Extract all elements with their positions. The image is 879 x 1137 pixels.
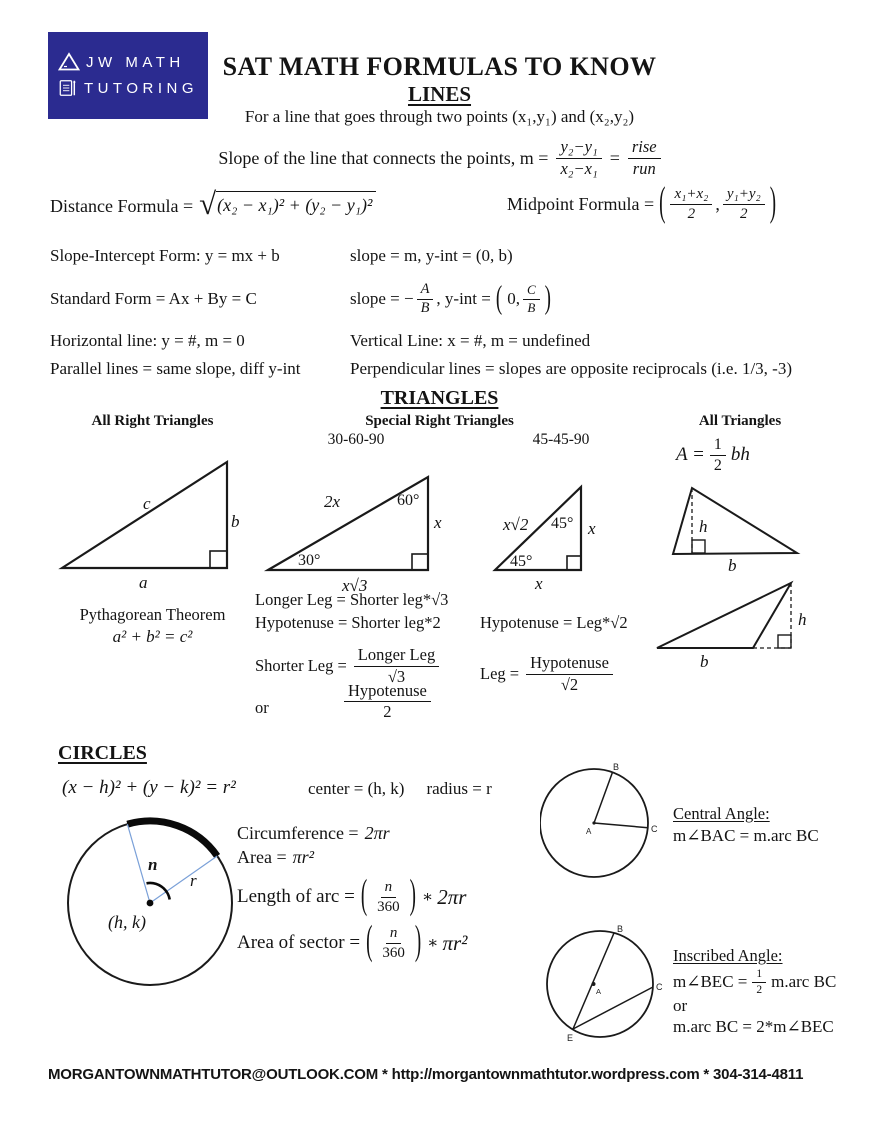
left-paren: (	[495, 279, 503, 317]
midpoint-x-den: 2	[687, 205, 696, 222]
midpoint-x-num: x₁+x₂	[670, 186, 712, 205]
circles-heading: CIRCLES	[58, 742, 147, 764]
radius-line-1	[127, 824, 150, 903]
right-paren: )	[414, 919, 422, 965]
half-den: 2	[756, 983, 763, 996]
sector-value: πr²	[442, 930, 468, 955]
label-A: A	[586, 827, 592, 836]
triangle-area-diagram-2	[640, 575, 816, 670]
circumference-label: Circumference =	[237, 823, 359, 843]
arc-value: 2πr	[437, 884, 467, 909]
slope-numerator: y₂−y₁	[556, 138, 601, 158]
arc-fraction	[373, 879, 404, 915]
right-paren: )	[409, 873, 416, 919]
inscribed-angle-formula	[673, 966, 836, 998]
frac-C: C	[523, 283, 540, 299]
area-fraction	[710, 436, 726, 474]
leg-fraction	[526, 654, 613, 693]
triangle-45-45-90-diagram	[485, 478, 607, 593]
pythagorean-theorem-formula: a² + b² = c²	[112, 627, 193, 646]
slope-intercept-form: Slope-Intercept Form: y = mx + b	[50, 246, 280, 265]
sector-area-formula	[237, 918, 467, 968]
left-paren: (	[360, 873, 368, 919]
label-B: B	[613, 762, 620, 772]
perpendicular-lines-rule: Perpendicular lines = slopes are opposite reciprocals (i.e. 1/3, -3)	[350, 359, 792, 378]
right-angle-marker	[778, 635, 791, 648]
right-angle-marker	[567, 556, 581, 570]
midpoint-formula	[507, 180, 778, 228]
leg-den: √2	[560, 674, 579, 694]
label-b: b	[700, 652, 709, 670]
label-r: r	[190, 871, 197, 890]
slope-formula	[0, 132, 879, 184]
sector-fraction	[378, 925, 409, 961]
label-hyp-xsqrt2: x√2	[503, 515, 529, 534]
shorter-num: Longer Leg	[354, 646, 439, 666]
slope-fraction	[556, 138, 601, 177]
right-angle-marker	[692, 540, 705, 553]
slope-denominator: x₂−x₁	[560, 158, 598, 178]
frac-B: B	[420, 299, 430, 316]
label-A: A	[596, 987, 602, 996]
label-base-xsqrt3: x√3	[342, 576, 368, 595]
inscribed-angle-title: Inscribed Angle:	[673, 946, 783, 965]
or-fraction	[344, 682, 431, 721]
inscribed-post: m.arc BC	[771, 972, 837, 991]
equals-sign: =	[609, 147, 620, 168]
midpoint-comma: ,	[715, 193, 720, 214]
vertical-line-rule: Vertical Line: x = #, m = undefined	[350, 331, 591, 350]
circle-equation: (x − h)² + (y − k)² = r²	[62, 777, 236, 798]
center-label: center = (h, k)	[308, 779, 405, 798]
label-60-deg: 60°	[397, 492, 420, 509]
radius-label: radius = r	[426, 779, 492, 798]
arc-length-label: Length of arc =	[237, 886, 355, 907]
label-side-x: x	[588, 519, 596, 538]
inscribed-formula-2: m.arc BC = 2*m∠BEC	[673, 1017, 834, 1036]
label-hk: (h, k)	[108, 912, 146, 932]
midpoint-fraction-x	[670, 186, 712, 222]
distance-formula	[50, 184, 376, 228]
label-C: C	[651, 824, 658, 834]
inscribed-angle-diagram	[543, 922, 679, 1052]
standard-form: Standard Form = Ax + By = C	[50, 289, 257, 308]
area-den: 2	[713, 456, 722, 474]
rise: rise	[628, 138, 661, 158]
arc-n: n	[381, 879, 397, 898]
circle-area-value: πr²	[292, 847, 315, 867]
right-triangle-diagram	[55, 455, 245, 595]
sector-n: n	[386, 925, 402, 944]
label-b: b	[728, 556, 737, 575]
rise-run-fraction	[628, 138, 661, 177]
col-header-all-right-triangles: All Right Triangles	[91, 413, 214, 429]
chord-EB	[573, 933, 614, 1029]
run: run	[632, 158, 656, 178]
radius-AB	[594, 772, 613, 823]
circle-area-label: Area =	[237, 847, 287, 867]
area-post: bh	[730, 444, 750, 465]
standard-slope-fraction	[417, 282, 434, 317]
standard-mid-text: , y-int =	[436, 289, 491, 308]
circumference-value: 2πr	[364, 823, 390, 843]
arc-length-formula	[237, 872, 466, 922]
standard-form-values	[350, 276, 553, 322]
frac-B2: B	[527, 299, 536, 315]
hypotenuse-rule-306090: Hypotenuse = Shorter leg*2	[255, 613, 441, 632]
right-angle-marker	[210, 551, 227, 568]
shorter-den: √3	[387, 666, 406, 686]
label-side-x: x	[434, 513, 442, 532]
central-angle-formula: m∠BAC = m.arc BC	[673, 826, 819, 845]
label-E: E	[567, 1033, 574, 1043]
radical-sign: √	[199, 185, 217, 221]
pythagorean-theorem-label: Pythagorean Theorem	[79, 605, 226, 624]
leg-num: Hypotenuse	[526, 654, 613, 674]
circle-sector-diagram	[60, 806, 246, 1002]
distance-label: Distance Formula =	[50, 195, 194, 216]
center-dot	[147, 900, 154, 907]
multiply-sign: ∗	[427, 933, 439, 952]
shorter-leg-label: Shorter Leg =	[255, 656, 347, 675]
triangle-area-formula	[676, 432, 750, 478]
arc-thick	[127, 821, 217, 856]
page-title: SAT MATH FORMULAS TO KNOW	[222, 52, 657, 81]
center-radius	[308, 779, 492, 799]
inscribed-or: or	[673, 996, 688, 1015]
midpoint-y-num: y₁+y₂	[723, 186, 765, 205]
circle-area-formula	[237, 847, 314, 868]
left-paren: (	[366, 919, 373, 965]
frac-A: A	[417, 282, 434, 300]
center-dot	[592, 982, 596, 986]
area-num: 1	[710, 436, 726, 456]
right-paren: )	[544, 279, 551, 317]
horizontal-line-rule: Horizontal line: y = #, m = 0	[50, 331, 245, 350]
longer-leg-rule: Longer Leg = Shorter leg*√3	[255, 590, 449, 609]
multiply-sign: ∗	[421, 887, 434, 906]
slope-intercept-values: slope = m, y-int = (0, b)	[350, 246, 513, 265]
label-a: a	[139, 573, 148, 592]
label-h: h	[798, 610, 807, 629]
lines-heading: LINES	[407, 82, 472, 106]
leg-label: Leg =	[480, 664, 520, 683]
sector-area-label: Area of sector =	[237, 932, 361, 953]
standard-zero: 0,	[507, 289, 520, 308]
col-header-all-triangles: All Triangles	[698, 413, 782, 429]
label-45-bottom: 45°	[510, 553, 533, 570]
parallel-lines-rule: Parallel lines = same slope, diff y-int	[50, 359, 301, 378]
leg-rule	[480, 648, 613, 700]
center-dot	[592, 821, 595, 824]
central-angle-title: Central Angle:	[673, 804, 770, 823]
label-30-60-90: 30-60-90	[327, 431, 385, 448]
or-num: Hypotenuse	[344, 682, 431, 702]
slope-text: Slope of the line that connects the points, m =	[218, 147, 549, 168]
distance-radicand: (x₂ − x₁)² + (y₂ − y₁)²	[216, 191, 376, 216]
half-num: 1	[752, 968, 766, 983]
standard-slope-pre: slope = −	[350, 289, 414, 308]
triangle-30-60-90-diagram	[262, 465, 448, 600]
right-paren: )	[769, 180, 777, 226]
radius-AC	[594, 823, 648, 828]
logo-text-line2: TUTORING	[83, 79, 198, 97]
or-den: 2	[383, 702, 392, 722]
distance-radical	[199, 185, 376, 222]
label-n: n	[148, 855, 158, 874]
triangle-area-diagram-1	[648, 480, 808, 575]
midpoint-fraction-y	[723, 186, 765, 222]
half-fraction	[752, 968, 766, 996]
left-paren: (	[659, 180, 666, 226]
label-B: B	[617, 924, 624, 934]
shorter-leg-fraction	[354, 646, 439, 685]
sector-360: 360	[382, 944, 405, 961]
label-30-deg: 30°	[298, 552, 321, 569]
inscribed-pre: m∠BEC =	[673, 972, 748, 991]
midpoint-label: Midpoint Formula =	[507, 193, 655, 214]
label-45-top: 45°	[551, 515, 574, 532]
arc-360: 360	[377, 898, 400, 915]
hypotenuse-rule-454590: Hypotenuse = Leg*√2	[480, 613, 628, 632]
central-angle-diagram	[540, 762, 674, 888]
or-text: or	[255, 698, 269, 717]
footer-contact-info: MORGANTOWNMATHTUTOR@OUTLOOK.COM * http://morgantownmathtutor.wordpress.com * 304-314-4811	[48, 1066, 804, 1083]
midpoint-y-den: 2	[740, 205, 748, 222]
label-base-x: x	[535, 574, 543, 593]
label-h: h	[699, 517, 708, 536]
label-hypotenuse-2x: 2x	[324, 492, 341, 511]
logo-text-line1: JW MATH	[86, 53, 185, 71]
label-C: C	[656, 982, 663, 992]
chord-EC	[573, 987, 653, 1029]
triangles-heading: TRIANGLES	[380, 387, 499, 409]
right-angle-marker	[412, 554, 428, 570]
lines-intro: For a line that goes through two points (x₁,y₁) and (x₂,y₂)	[244, 107, 635, 126]
standard-yint-fraction	[523, 283, 540, 315]
circumference-formula	[237, 823, 390, 844]
label-c: c	[143, 494, 151, 513]
col-header-special-right-triangles: Special Right Triangles	[365, 413, 514, 429]
label-b: b	[231, 512, 240, 531]
label-45-45-90: 45-45-90	[532, 431, 590, 448]
area-pre: A =	[676, 444, 705, 465]
radius-line-2	[150, 856, 217, 903]
